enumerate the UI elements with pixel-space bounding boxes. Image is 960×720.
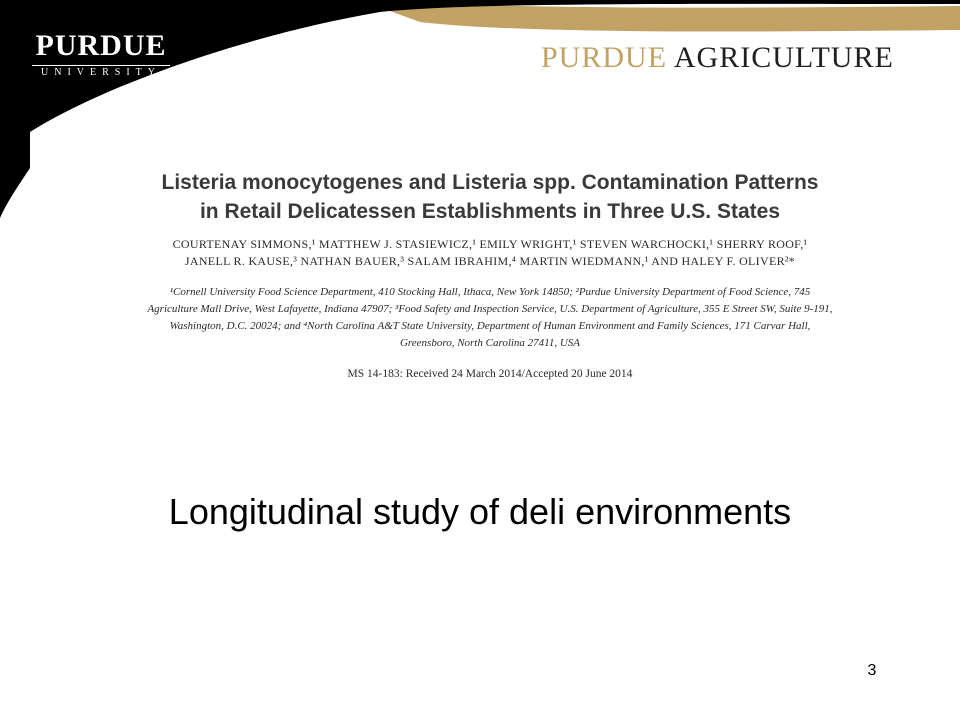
paper-title-line-1: Listeria monocytogenes and Listeria spp. Contamination Patterns: [161, 171, 819, 194]
authors-line-1: COURTENAY SIMMONS,¹ MATTHEW J. STASIEWICZ,¹ EMILY WRIGHT,¹ STEVEN WARCHOCKI,¹ SHERRY ROOF,¹: [172, 237, 808, 251]
affiliation-line-2: Agriculture Mall Drive, West Lafayette, Indiana 47907; ³Food Safety and Inspection Service, U.S. Department of Agriculture, 355 E Street SW, Suite 9-191,: [147, 303, 833, 315]
affiliation-line-4: Greensboro, North Carolina 27411, USA: [399, 337, 581, 349]
affiliation-line-3: Washington, D.C. 20024; and ⁴North Carolina A&T State University, Department of Human Environment and Family Sciences, 171 Carvar Hall,: [169, 320, 811, 332]
paper-affiliations: [60, 284, 920, 352]
agri-title-purdue: PURDUE: [541, 41, 668, 74]
paper-title-line-2: in Retail Delicatessen Establishments in Three U.S. States: [199, 200, 781, 223]
authors-line-2: JANELL R. KAUSE,³ NATHAN BAUER,³ SALAM IBRAHIM,⁴ MARTIN WIEDMANN,¹ AND HALEY F. OLIVER²*: [184, 254, 796, 268]
paper-authors: [60, 236, 920, 270]
paper-excerpt: [60, 168, 920, 418]
slide-caption: Longitudinal study of deli environments: [168, 491, 792, 532]
manuscript-dates: MS 14-183: Received 24 March 2014/Accepted 20 June 2014: [347, 368, 633, 380]
purdue-agriculture-title: [541, 40, 921, 80]
affiliation-line-1: ¹Cornell University Food Science Department, 410 Stocking Hall, Ithaca, New York 14850; ²Purdue University Department of Food Science, 745: [169, 286, 811, 298]
purdue-university-logo: [30, 30, 172, 80]
logo-subtitle: UNIVERSITY: [41, 67, 161, 78]
logo-wordmark: PURDUE: [35, 29, 167, 62]
paper-title: [60, 168, 920, 226]
agri-title-agriculture: AGRICULTURE: [673, 41, 894, 74]
page-number: 3: [867, 662, 877, 679]
